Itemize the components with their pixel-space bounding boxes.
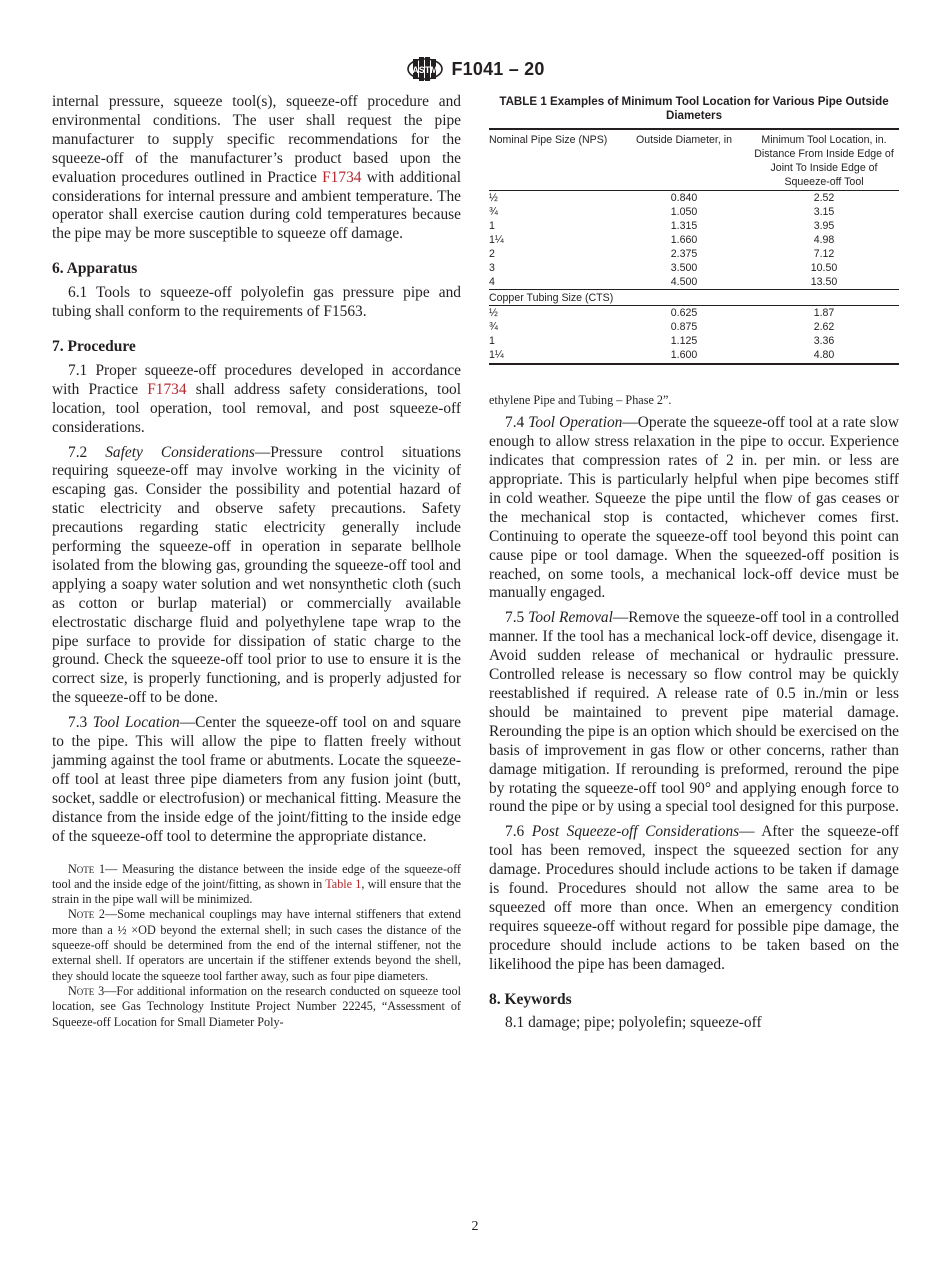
table-row: 4 4.500 13.50 [489, 276, 838, 288]
table-group-row-cts: Copper Tubing Size (CTS) [489, 290, 899, 306]
table-row: ½ 0.840 2.52 [489, 192, 835, 204]
table-row: ¾ 1.050 3.15 [489, 206, 835, 218]
paragraph-title: Tool Operation [528, 414, 623, 432]
paragraph-6-1: 6.1 Tools to squeeze-off polyolefin gas pressure pipe and tubing shall conform to the requirements of F1563. [52, 284, 461, 321]
paragraph-8-1: 8.1 damage; pipe; polyolefin; squeeze-off [505, 1014, 762, 1032]
paragraph-title: Safety Considerations [105, 443, 255, 461]
note-3: Note 3—For additional information on the research conducted on squeeze tool location, see Gas Technology Institute Project Number 22245, “Assessment of Squeeze-off Location for Small Diameter Poly- [52, 983, 461, 1029]
table-row: 1¼ 1.600 4.80 [489, 348, 899, 364]
table-row: ¾ 0.875 2.62 [489, 321, 835, 333]
paragraph-title: Tool Removal [528, 609, 613, 627]
paragraph-title: Tool Location [92, 714, 180, 732]
section-heading-apparatus: 6. Apparatus [52, 260, 138, 278]
table-row: ½ 0.625 1.87 [489, 307, 835, 319]
section-heading-keywords: 8. Keywords [489, 990, 572, 1008]
table-header-row [489, 129, 899, 191]
section-heading-procedure: 7. Procedure [52, 337, 136, 355]
column-header-min-tool-location: Minimum Tool Location, in. Distance From Inside Edge of Joint To Inside Edge of Squeeze-off Tool [749, 129, 899, 191]
paragraph-7-4: 7.4 Tool Operation—Operate the squeeze-off tool at a rate slow enough to allow stress relaxation in the pipe to occur. Experience indicates that compression rates of 2 in. per min. or less are appropriate. This is particularly helpful when pipe becomes stiff in cold weather. Squeeze the pipe until the flow of gas ceases or the mechanical stop is contacted, whichever comes first. Continuing to operate the squeeze-off tool beyond this point can cause pipe or tool damage. When the squeezed-off position is reached, on some tools, a mechanical lock-off device must be manually engaged. [489, 414, 899, 602]
paragraph-7-3: 7.3 Tool Location—Center the squeeze-off tool on and square to the pipe. This will allow the pipe to flatten freely without jamming against the tool frame or abutments. Locate the squeeze-off tool at least three pipe diameters from any fusion joint (butt, socket, saddle or electrofusion) or mechanical fitting. Measure the distance from the inside edge of the joint/fitting to the inside edge of the squeeze-off tool to determine the appropriate distance. [52, 714, 461, 845]
note-1: Note 1— Measuring the distance between the inside edge of the squeeze-off tool and the inside edge of the joint/fitting, as shown in Table 1, will ensure that the strain in the pipe wall will be minimized. [52, 861, 461, 907]
link-table-1[interactable]: Table 1 [325, 876, 362, 891]
column-header-nps: Nominal Pipe Size (NPS) [489, 129, 619, 191]
paragraph-7-1: 7.1 Proper squeeze-off procedures developed in accordance with Practice F1734 shall address safety considerations, tool location, tool operation, tool removal, and post squeeze-off considerations. [52, 361, 461, 436]
link-f1734[interactable]: F1734 [147, 380, 187, 398]
table-row: 2 2.375 7.12 [489, 248, 835, 260]
note-3-continuation: ethylene Pipe and Tubing – Phase 2”. [489, 393, 672, 407]
page-header [0, 56, 950, 82]
table-row: 3 3.500 10.50 [489, 262, 838, 274]
note-2: Note 2—Some mechanical couplings may have internal stiffeners that extend more than a ½ ×OD beyond the external shell; in such cases the distance of the squeeze-off should be determined from the end of the internal stiffener, not the external shell. If operators are uncertain if the stiffener extends beyond the shell, they should locate the squeeze tool farther away, such as four pipe diameters. [52, 907, 461, 983]
notes [52, 862, 461, 1030]
table-row: 1¼ 1.660 4.98 [489, 234, 835, 246]
left-column [52, 93, 461, 1030]
astm-logo-icon [405, 56, 445, 82]
document-id: F1041 – 20 [451, 58, 545, 79]
link-f1734[interactable]: F1734 [322, 168, 362, 186]
table-row: 1 1.315 3.95 [489, 220, 835, 232]
paragraph-7-6: 7.6 Post Squeeze-off Considerations— After the squeeze-off tool has been removed, inspect the squeezed section for any damage. Procedures should include actions to be taken if damage is found. Procedures should not allow the same area to be squeezed off more than once. When an emergency condition requires squeeze-off without regard for possible pipe damage, the procedure should include actions to be taken based on the likelihood the pipe has been damaged. [489, 823, 899, 973]
intro-paragraph: internal pressure, squeeze tool(s), squeeze-off procedure and environmental conditions. The user shall request the pipe manufacturer to supply specific recommendations for the squeeze-off of the manufacturer’s product based upon the evaluation procedures outlined in Practice F1734 with additional considerations for internal pressure and ambient temperature. The operator shall exercise caution during cold temperatures because the pipe may be more susceptible to squeeze off damage. [52, 93, 461, 243]
column-header-outside-diameter: Outside Diameter, in [619, 129, 749, 191]
paragraph-7-2: 7.2 Safety Considerations—Pressure control situations requiring squeeze-off may involve working in the vicinity of escaping gas. Consider the possibility and potential hazard of static electricity and observe safety precautions. Safety precautions regarding static electricity generally include performing the squeeze-off in operation in separate bellhole isolated from the blowing gas, grounding the squeeze-off tool and applying a soapy water solution and wet nonsynthetic cloth (such as cotton or burlap material) or commercially available electrostatic discharge fluid and polyethylene tape wrap to the pipe surface to provide for dissipation of static charge to the ground. Check the squeeze-off tool prior to use to ensure it is the correct size, is properly functioning, and is properly adjusted for the squeeze-off to be done. [52, 443, 461, 707]
svg-text:ASTM: ASTM [412, 65, 439, 75]
table-row: 1 1.125 3.36 [489, 335, 835, 347]
table-1 [489, 128, 899, 365]
page-number: 2 [471, 1219, 479, 1234]
table-caption: TABLE 1 Examples of Minimum Tool Location for Various Pipe Outside Diameters [499, 95, 889, 122]
paragraph-title: Post Squeeze-off Considerations [531, 823, 740, 841]
paragraph-7-5: 7.5 Tool Removal—Remove the squeeze-off tool in a controlled manner. If the tool has a mechanical lock-off device, disengage it. Avoid sudden release of mechanical or hydraulic pressure. Controlled release is necessary so flow control may be quickly reestablished if required. A release rate of 0.5 in./min or less should be maintained to prevent pipe material damage. Rerounding the pipe is an option which should be exercised on the basis of improvement in gas flow or other concerns, rather than damage mitigation. If rerounding is preformed, reround the pipe by rotating the squeeze-off tool 90° and applying enough force to round the pipe or by using a special tool designed for this purpose. [489, 609, 899, 816]
right-column [489, 93, 899, 1033]
